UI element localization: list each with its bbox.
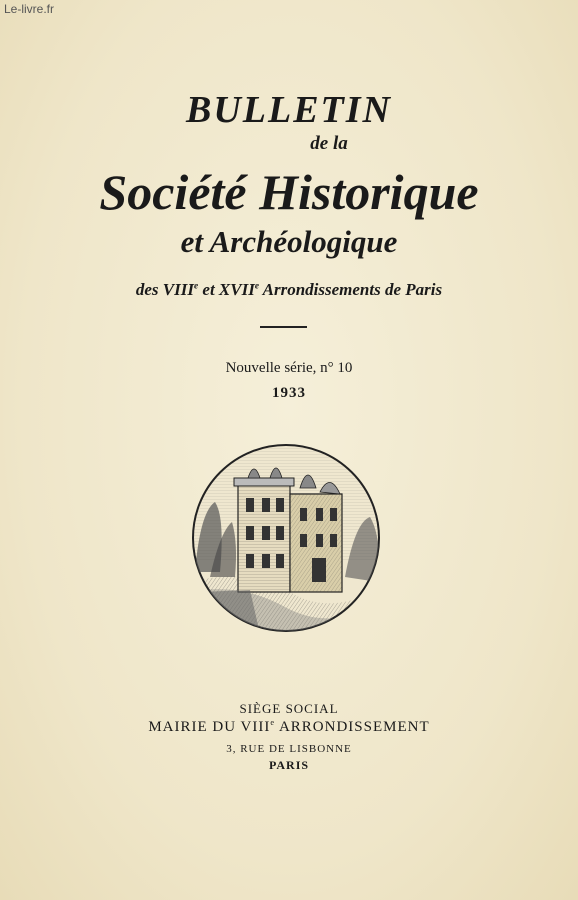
title-bulletin: BULLETIN [186,89,392,131]
watermark: Le-livre.fr [4,2,55,16]
arr-prefix: des VIII [135,280,194,299]
address-street: 3, RUE DE LISBONNE [226,743,352,755]
building-engraving-icon [190,442,382,634]
series-number: Nouvelle série, n° 10 [225,360,353,376]
arr-mid: et XVII [198,280,255,299]
title-archeologique: et Archéologique [180,224,398,259]
mairie-line [0,719,578,736]
mairie-prefix: MAIRIE DU VIII [148,719,271,735]
title-de-la: de la [310,133,348,154]
mairie-suffix: ARRONDISSEMENT [275,719,430,735]
arr-suffix: Arrondissements de Paris [259,280,443,299]
title-societe: Société Historique [99,164,479,220]
arrondissements-line [0,280,578,300]
address-city: PARIS [268,758,310,772]
year: 1933 [272,385,306,401]
arr-sup-1: e [194,281,199,292]
divider [260,326,307,328]
mairie-sup: e [270,718,276,727]
arr-sup-2: e [254,281,259,292]
siege-social: SIÈGE SOCIAL [239,701,339,716]
